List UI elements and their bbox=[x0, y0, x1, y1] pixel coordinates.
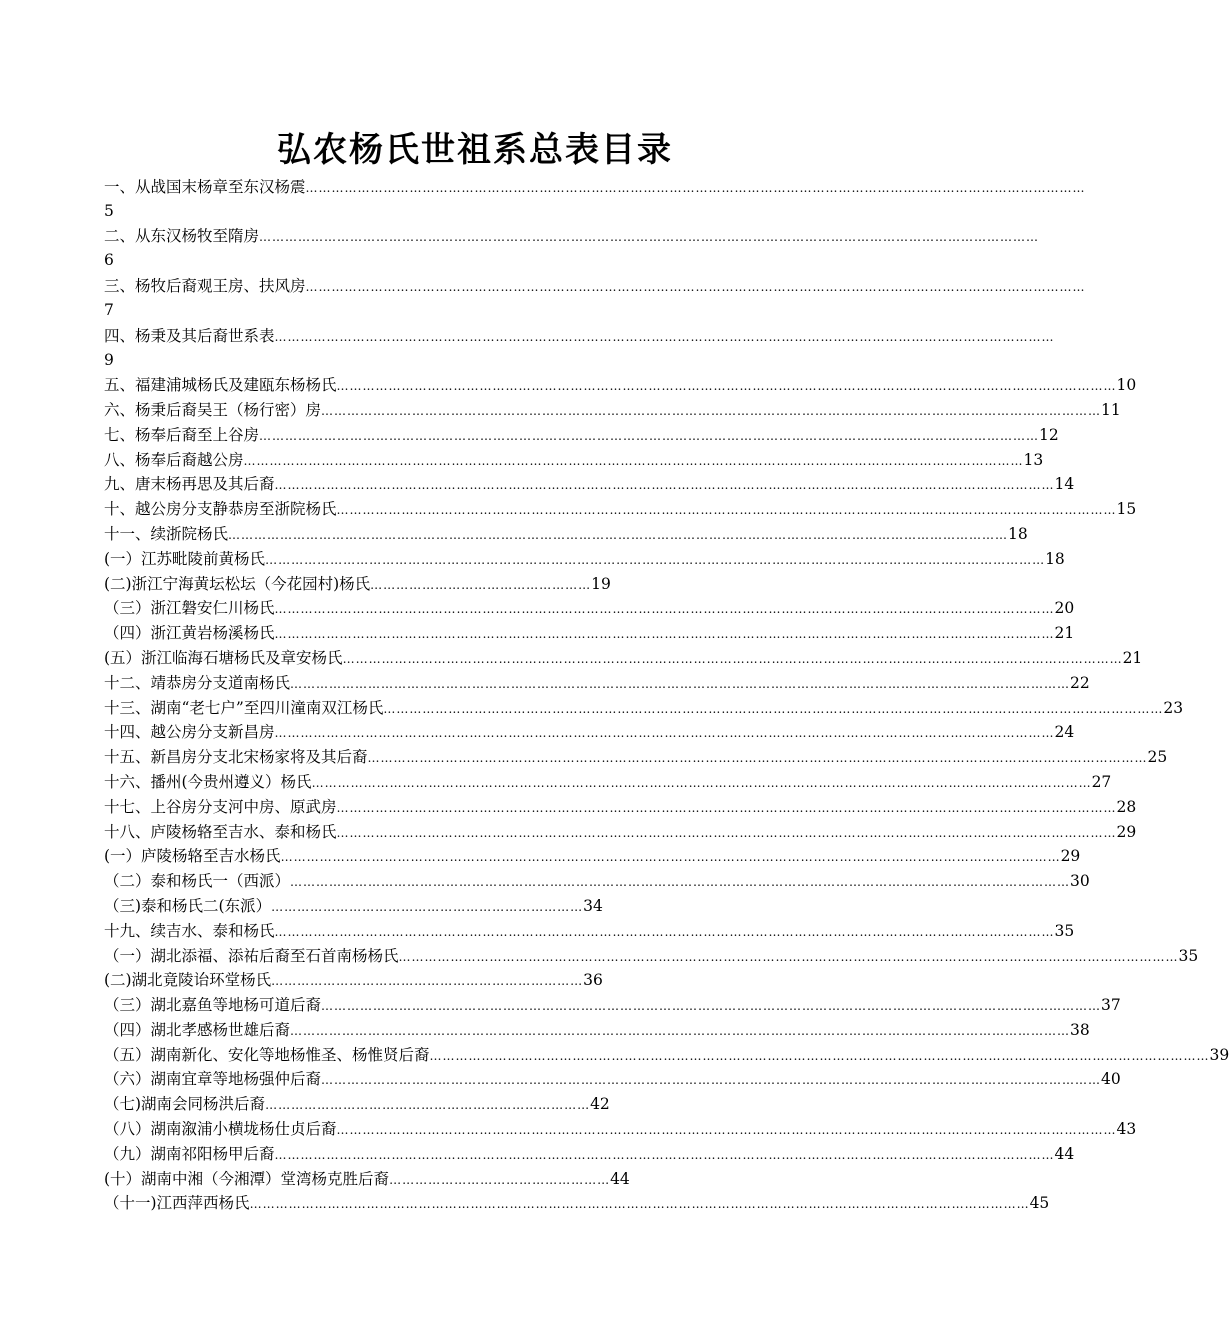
toc-leader-dots: ……………………………………………………………………………………………………………………………………………………………… bbox=[336, 503, 1117, 518]
toc-entry[interactable] bbox=[104, 620, 1075, 645]
toc-entry-page-number: 44 bbox=[1054, 1144, 1075, 1163]
toc-entry-label: 七、杨奉后裔至上谷房 bbox=[104, 425, 260, 444]
toc-leader-dots: ……………………………………………………………………………………………………………………………………………………………… bbox=[274, 602, 1055, 617]
toc-entry-page-number: 13 bbox=[1023, 450, 1044, 469]
toc-entry-label: 十七、上谷房分支河中房、原武房 bbox=[104, 797, 337, 816]
toc-entry[interactable] bbox=[104, 174, 1086, 199]
toc-entry[interactable] bbox=[104, 546, 1065, 571]
toc-leader-dots: ……………………………………………………………………………………………………………………………………………………………… bbox=[336, 825, 1117, 840]
toc-leader-dots: ……………………………………………………………………………………………………………………………………………………………… bbox=[305, 279, 1086, 294]
toc-entry-label: (十）湖南中湘（今湘潭）堂湾杨克胜后裔 bbox=[104, 1169, 390, 1188]
toc-entry[interactable] bbox=[104, 1067, 1121, 1092]
toc-entry-page-number: 38 bbox=[1070, 1020, 1090, 1039]
toc-leader-dots: ……………………………………………………………………………………………………………………………………………………………… bbox=[367, 751, 1148, 766]
toc-entry-label: (一）庐陵杨辂至吉水杨氏 bbox=[104, 847, 281, 866]
toc-entry-label: 十三、湖南“老七户”至四川潼南双江杨氏 bbox=[104, 698, 384, 717]
toc-leader-dots: ……………………………………………………………………………………………………………………………………………………………… bbox=[336, 800, 1117, 815]
toc-entry[interactable] bbox=[104, 893, 848, 918]
toc-entry[interactable] bbox=[104, 596, 1075, 621]
toc-entry-page-number: 5 bbox=[104, 201, 114, 220]
toc-leader-dots: ……………………………………………………………………………………………………………………………………………………………… bbox=[259, 230, 1040, 245]
toc-entry-label: （八）湖南溆浦小横垅杨仕贞后裔 bbox=[104, 1120, 337, 1139]
toc-entry[interactable] bbox=[104, 1191, 1050, 1216]
toc-leader-dots: ……………………………………………………………………………………………………………………………………………………………… bbox=[429, 1048, 1210, 1063]
toc-entry-page-number: 44 bbox=[610, 1169, 630, 1188]
toc-entry-page-number: 25 bbox=[1147, 748, 1168, 767]
toc-entry[interactable] bbox=[104, 472, 1075, 497]
toc-entry-page-number: 35 bbox=[1054, 921, 1075, 940]
toc-entry-page-number: 10 bbox=[1116, 376, 1137, 395]
toc-entry[interactable] bbox=[104, 844, 1081, 869]
toc-leader-dots: ……………………………………………………………………………………………………………………………………………………………… bbox=[274, 329, 1055, 344]
toc-entry[interactable] bbox=[104, 1091, 848, 1116]
toc-leader-dots: ……………………………………………………………………………………………………………………………………………………………… bbox=[228, 527, 1009, 542]
toc-entry[interactable] bbox=[104, 273, 1086, 298]
table-of-contents bbox=[104, 174, 1229, 1215]
toc-entry-page-number: 45 bbox=[1029, 1194, 1050, 1213]
toc-entry[interactable] bbox=[104, 496, 1137, 521]
toc-leader-dots: ……………………………………………………………………………………………………………………………………………………………… bbox=[274, 726, 1055, 741]
toc-entry-label: 三、杨牧后裔观王房、扶风房 bbox=[104, 276, 306, 295]
toc-entry-page-number: 28 bbox=[1116, 797, 1137, 816]
toc-entry-label: 十九、续吉水、泰和杨氏 bbox=[104, 921, 275, 940]
toc-entry-label: 九、唐末杨再思及其后裔 bbox=[104, 475, 275, 494]
toc-entry-page-number: 40 bbox=[1101, 1070, 1121, 1089]
toc-entry[interactable] bbox=[104, 943, 1199, 968]
toc-leader-dots: ……………………………………………………………………………………………………………………………………………………………… bbox=[305, 180, 1086, 195]
toc-entry[interactable] bbox=[104, 868, 1090, 893]
toc-entry[interactable] bbox=[104, 1166, 848, 1191]
toc-leader-dots: ………………………………………………………………… bbox=[265, 1098, 591, 1113]
toc-entry-page-number: 24 bbox=[1054, 723, 1075, 742]
toc-entry[interactable] bbox=[104, 323, 1055, 348]
toc-entry-label: 十六、播州(今贵州遵义）杨氏 bbox=[104, 772, 312, 791]
toc-entry[interactable] bbox=[104, 695, 1184, 720]
toc-entry[interactable] bbox=[104, 744, 1168, 769]
toc-entry[interactable] bbox=[104, 918, 1075, 943]
toc-leader-dots: ……………………………………………………………………………………………………………………………………………………………… bbox=[290, 1023, 1071, 1038]
toc-entry-label: 十二、靖恭房分支道南杨氏 bbox=[104, 673, 291, 692]
toc-entry-page-number: 29 bbox=[1060, 847, 1081, 866]
toc-entry-label: 一、从战国末杨章至东汉杨震 bbox=[104, 177, 306, 196]
toc-entry-label: 十、越公房分支静恭房至浙院杨氏 bbox=[104, 500, 337, 519]
toc-leader-dots: ……………………………………………………………………………………………………………………………………………………………… bbox=[280, 850, 1061, 865]
toc-entry[interactable] bbox=[104, 1042, 1229, 1067]
toc-leader-dots: ……………………………………………………………………………………………………………………………………………………………… bbox=[321, 999, 1102, 1014]
toc-entry[interactable] bbox=[104, 645, 1143, 670]
toc-entry-label: 二、从东汉杨牧至隋房 bbox=[104, 227, 260, 246]
toc-entry-label: 十四、越公房分支新昌房 bbox=[104, 723, 275, 742]
toc-entry-page-number: 22 bbox=[1070, 673, 1090, 692]
toc-entry-label: (一）江苏毗陵前黄杨氏 bbox=[104, 549, 266, 568]
toc-leader-dots: ……………………………………………………………………………………………………………………………………………………………… bbox=[274, 478, 1055, 493]
toc-leader-dots: ……………………………………………………………………………………………………………………………………………………………… bbox=[290, 676, 1071, 691]
toc-leader-dots: ……………………………………………………………………………………………………………………………………………………………… bbox=[321, 1073, 1102, 1088]
toc-leader-dots: ……………………………………………………………………………………………………………………………………………………………… bbox=[290, 875, 1071, 890]
toc-entry-label: (二)浙江宁海黄坛松坛（今花园村)杨氏 bbox=[104, 574, 371, 593]
toc-entry-label: （十一)江西萍西杨氏 bbox=[104, 1194, 250, 1213]
toc-leader-dots: …………………………………………… bbox=[370, 577, 592, 592]
page-title: 弘农杨氏世祖系总表目录 bbox=[277, 130, 673, 170]
toc-entry-label: 八、杨奉后裔越公房 bbox=[104, 450, 244, 469]
toc-entry-label: （二）泰和杨氏一（西派） bbox=[104, 872, 291, 891]
toc-entry-page-number: 29 bbox=[1116, 822, 1137, 841]
toc-entry[interactable] bbox=[104, 670, 1090, 695]
toc-entry-page-number: 43 bbox=[1116, 1120, 1137, 1139]
toc-entry[interactable] bbox=[104, 769, 1112, 794]
toc-leader-dots: ……………………………………………………………………………………………………………………………………………………………… bbox=[311, 775, 1092, 790]
toc-leader-dots: ……………………………………………………………………………………………………………………………………………………………… bbox=[274, 627, 1055, 642]
toc-entry-page-number: 37 bbox=[1101, 996, 1121, 1015]
toc-leader-dots: ……………………………………………………………………………………………………………………………………………………………… bbox=[383, 701, 1164, 716]
toc-entry-label: （三)泰和杨氏二(东派） bbox=[104, 896, 272, 915]
toc-entry-label: 六、杨秉后裔吴王（杨行密）房 bbox=[104, 400, 322, 419]
toc-entry-label: (二)湖北竟陵诒环堂杨氏 bbox=[104, 971, 272, 990]
toc-entry-page-number: 27 bbox=[1091, 772, 1112, 791]
toc-entry-label: （四）湖北孝感杨世雄后裔 bbox=[104, 1020, 291, 1039]
toc-leader-dots: ……………………………………………………………………………………………………………………………………………………………… bbox=[336, 1123, 1117, 1138]
toc-entry[interactable] bbox=[104, 1116, 1137, 1141]
toc-entry[interactable] bbox=[104, 571, 848, 596]
toc-leader-dots: ……………………………………………………………………………………………………………………………………………………………… bbox=[274, 1147, 1055, 1162]
toc-entry-page-number: 42 bbox=[590, 1095, 610, 1114]
toc-entry[interactable] bbox=[104, 1141, 1075, 1166]
toc-entry-label: 十八、庐陵杨辂至吉水、泰和杨氏 bbox=[104, 822, 337, 841]
toc-entry-label: 十五、新昌房分支北宋杨家将及其后裔 bbox=[104, 748, 368, 767]
toc-entry-page-number: 23 bbox=[1163, 698, 1184, 717]
toc-entry[interactable] bbox=[104, 819, 1137, 844]
toc-leader-dots: ……………………………………………………………………………………………………………………………………………………………… bbox=[274, 924, 1055, 939]
toc-entry-page-number: 11 bbox=[1101, 400, 1121, 419]
toc-entry-label: （五）湖南新化、安化等地杨惟圣、杨惟贤后裔 bbox=[104, 1045, 430, 1064]
toc-entry-page-number: 9 bbox=[104, 350, 114, 369]
toc-leader-dots: …………………………………………… bbox=[389, 1172, 611, 1187]
toc-entry-label: 五、福建浦城杨氏及建瓯东杨杨氏 bbox=[104, 376, 337, 395]
toc-leader-dots: ……………………………………………………………………………………………………………………………………………………………… bbox=[321, 403, 1102, 418]
toc-leader-dots: ……………………………………………………………………………………………………………………………………………………………… bbox=[249, 1197, 1030, 1212]
toc-entry[interactable] bbox=[104, 794, 1137, 819]
toc-leader-dots: ……………………………………………………………………………………………………………………………………………………………… bbox=[336, 379, 1117, 394]
toc-leader-dots: ……………………………………………………………………………………………………………………………………………………………… bbox=[265, 552, 1046, 567]
toc-entry-page-number: 14 bbox=[1054, 475, 1075, 494]
toc-leader-dots: ……………………………………………………………… bbox=[271, 899, 584, 914]
toc-entry-page-number: 18 bbox=[1045, 549, 1065, 568]
toc-entry[interactable] bbox=[104, 224, 1040, 249]
toc-entry[interactable] bbox=[104, 720, 1075, 745]
toc-leader-dots: ……………………………………………………………………………………………………………………………………………………………… bbox=[259, 428, 1040, 443]
toc-entry-page-number: 6 bbox=[104, 251, 114, 270]
toc-entry-label: （四）浙江黄岩杨溪杨氏 bbox=[104, 624, 275, 643]
toc-entry-label: （三）浙江磐安仁川杨氏 bbox=[104, 599, 275, 618]
toc-entry-page-number: 20 bbox=[1054, 599, 1075, 618]
toc-leader-dots: ……………………………………………………………… bbox=[271, 974, 584, 989]
toc-entry-page-number: 34 bbox=[583, 896, 603, 915]
toc-entry-label: （七)湖南会同杨洪后裔 bbox=[104, 1095, 266, 1114]
toc-entry-label: （三）湖北嘉鱼等地杨可道后裔 bbox=[104, 996, 322, 1015]
toc-entry-page-number: 30 bbox=[1070, 872, 1090, 891]
toc-entry-label: （一）湖北添福、添祐后裔至石首南杨杨氏 bbox=[104, 946, 399, 965]
toc-entry-page-number: 36 bbox=[583, 971, 603, 990]
toc-entry-page-number: 12 bbox=[1039, 425, 1059, 444]
toc-entry-page-number: 15 bbox=[1116, 500, 1137, 519]
toc-entry[interactable] bbox=[104, 521, 1028, 546]
toc-leader-dots: ……………………………………………………………………………………………………………………………………………………………… bbox=[398, 949, 1179, 964]
toc-entry-label: 四、杨秉及其后裔世系表 bbox=[104, 326, 275, 345]
toc-leader-dots: ……………………………………………………………………………………………………………………………………………………………… bbox=[243, 453, 1024, 468]
toc-entry-page-number: 18 bbox=[1008, 524, 1028, 543]
toc-entry[interactable] bbox=[104, 397, 1121, 422]
toc-entry-label: （六）湖南宜章等地杨强仲后裔 bbox=[104, 1070, 322, 1089]
toc-entry-page-number: 21 bbox=[1122, 648, 1143, 667]
toc-entry[interactable] bbox=[104, 968, 848, 993]
toc-entry[interactable] bbox=[104, 992, 1121, 1017]
toc-entry[interactable] bbox=[104, 447, 1044, 472]
toc-entry[interactable] bbox=[104, 1017, 1090, 1042]
toc-entry[interactable] bbox=[104, 372, 1137, 397]
toc-entry-page-number: 21 bbox=[1054, 624, 1075, 643]
toc-entry-label: (五）浙江临海石塘杨氏及章安杨氏 bbox=[104, 648, 343, 667]
toc-entry-page-number: 7 bbox=[104, 300, 114, 319]
toc-entry-page-number: 19 bbox=[591, 574, 611, 593]
toc-entry-page-number: 39 bbox=[1209, 1045, 1229, 1064]
toc-entry-label: 十一、续浙院杨氏 bbox=[104, 524, 229, 543]
toc-entry-page-number: 35 bbox=[1178, 946, 1199, 965]
toc-entry[interactable] bbox=[104, 422, 1059, 447]
toc-leader-dots: ……………………………………………………………………………………………………………………………………………………………… bbox=[342, 651, 1123, 666]
toc-entry-label: （九）湖南祁阳杨甲后裔 bbox=[104, 1144, 275, 1163]
